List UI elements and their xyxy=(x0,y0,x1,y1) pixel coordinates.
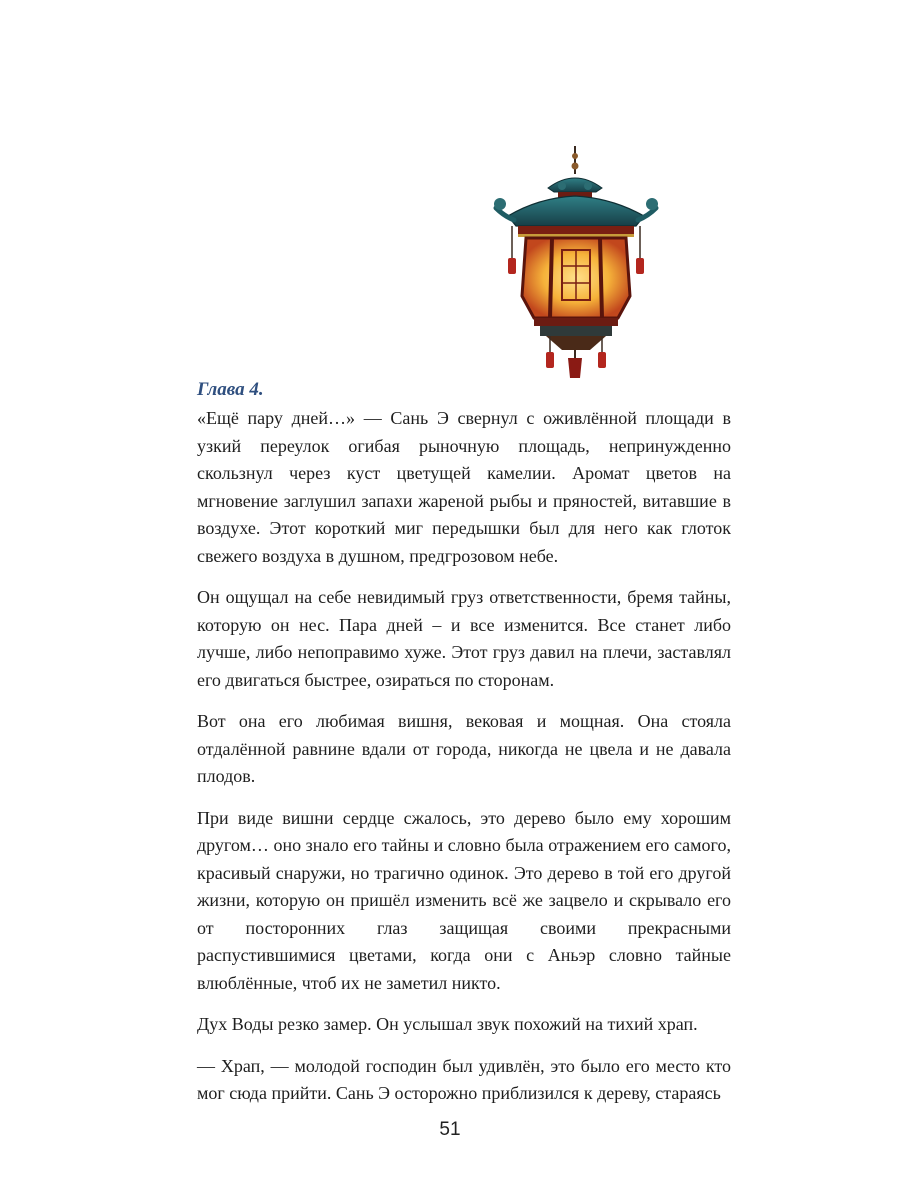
lantern-icon xyxy=(478,146,676,378)
body-text xyxy=(197,405,731,1122)
page-number: 51 xyxy=(439,1119,461,1140)
paragraph: «Ещё пару дней…» — Сань Э свернул с оживлённой площади в узкий переулок огибая рыночную площадь, непринужденно скользнул через куст цветущей камелии. Аромат цветов на мгновение заглушил запахи жареной рыбы и пряностей, витавшие в воздухе. Этот короткий миг передышки был для него как глоток свежего воздуха в душном, предгрозовом небе. xyxy=(197,408,731,566)
paragraph: Дух Воды резко замер. Он услышал звук похожий на тихий храп. xyxy=(197,1014,698,1034)
paragraph: Он ощущал на себе невидимый груз ответственности, бремя тайны, которую он нес. Пара дней – и все изменится. Все станет либо лучше, либо непоправимо хуже. Этот груз давил на плечи, заставлял его двигаться быстрее, озираться по сторонам. xyxy=(197,587,731,690)
lantern-illustration xyxy=(478,146,676,378)
paragraph: Вот она его любимая вишня, вековая и мощная. Она стояла отдалённой равнине вдали от города, никогда не цвела и не давала плодов. xyxy=(197,711,731,786)
paragraph: — Храп, — молодой господин был удивлён, это было его место кто мог сюда прийти. Сань Э осторожно приблизился к дереву, стараясь xyxy=(197,1055,731,1103)
paragraph: При виде вишни сердце сжалось, это дерево было ему хорошим другом… оно знало его тайны и словно была отражением его самого, красивый снаружи, но трагично одинок. Это дерево в той его другой жизни, которую он пришёл изменить всё же зацвело и скрывало его от посторонних глаз защищая своими прекрасными распустившимися цветами, когда они с Аньэр словно тайные влюблённые, чтоб их не заметил никто. xyxy=(197,807,731,993)
chapter-heading: Глава 4. xyxy=(197,379,264,400)
